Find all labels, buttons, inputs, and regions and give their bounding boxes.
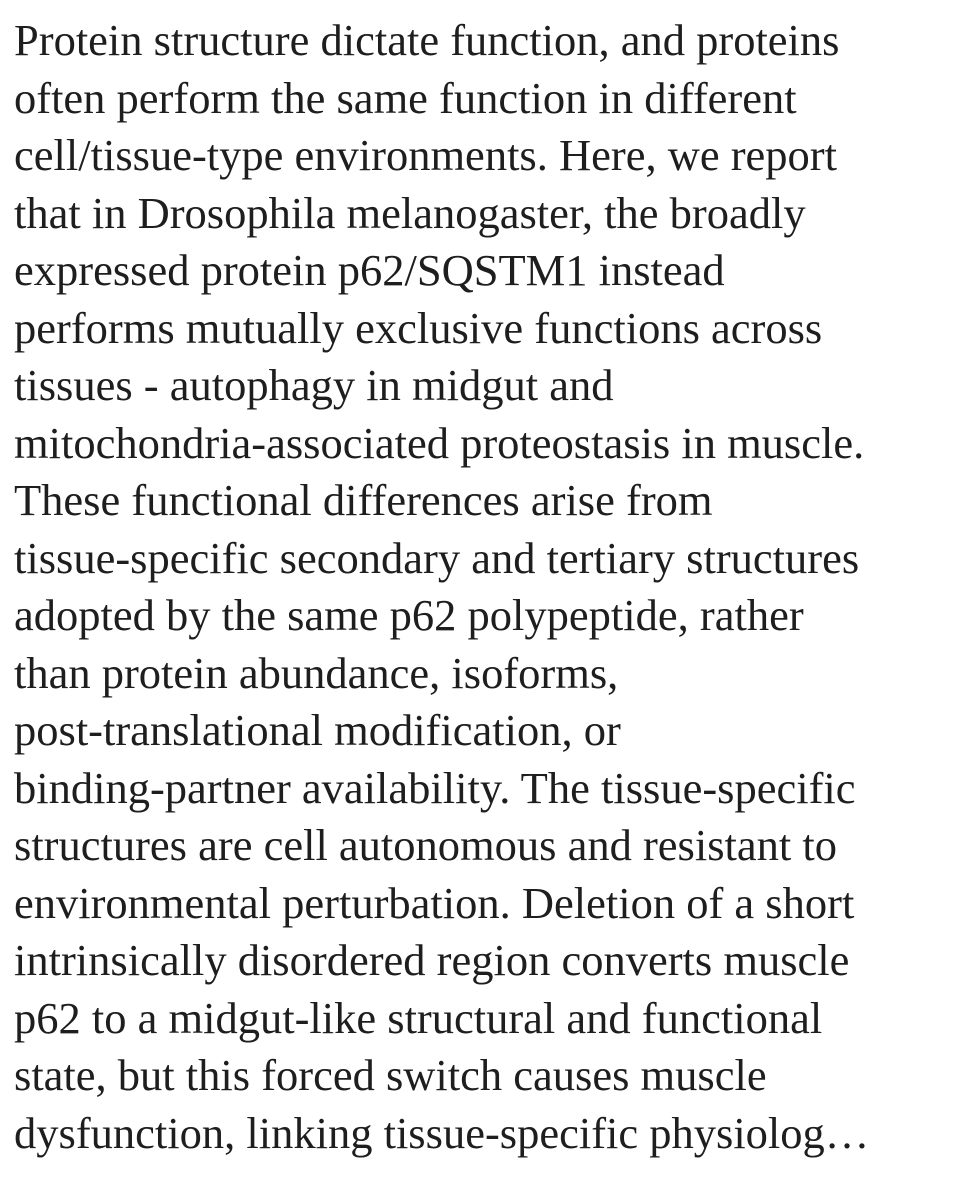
text-line: binding-partner availability. The tissue-specific — [14, 762, 856, 813]
text-line: performs mutually exclusive functions across — [14, 302, 823, 353]
text-line: cell/tissue-type environments. Here, we report — [14, 130, 837, 180]
text-line: intrinsically disordered region converts muscle — [14, 935, 850, 985]
text-line: state, but this forced switch causes muscle — [14, 1050, 767, 1100]
text-line: structures are cell autonomous and resistant to — [14, 820, 838, 870]
text-line: mitochondria-associated proteostasis in muscle. — [14, 417, 865, 468]
text-line-truncated: dysfunction, linking tissue-specific physiolog… — [14, 1107, 870, 1158]
text-line: tissues - autophagy in midgut and — [14, 360, 614, 410]
text-line: tissue-specific secondary and tertiary structures — [14, 532, 860, 583]
text-line: post-translational modification, or — [14, 705, 621, 755]
text-line: environmental perturbation. Deletion of a short — [14, 877, 855, 928]
text-line: than protein abundance, isoforms, — [14, 647, 619, 698]
text-line: These functional differences arise from — [14, 475, 713, 525]
text-line: Protein structure dictate function, and proteins — [14, 15, 840, 65]
text-line: adopted by the same p62 polypeptide, rather — [14, 590, 804, 640]
text-line: that in Drosophila melanogaster, the broadly — [14, 187, 806, 238]
text-line: expressed protein p62/SQSTM1 instead — [14, 245, 725, 295]
text-line: p62 to a midgut-like structural and functional — [14, 992, 823, 1043]
abstract-text — [14, 12, 954, 1162]
text-line: often perform the same function in different — [14, 72, 797, 123]
